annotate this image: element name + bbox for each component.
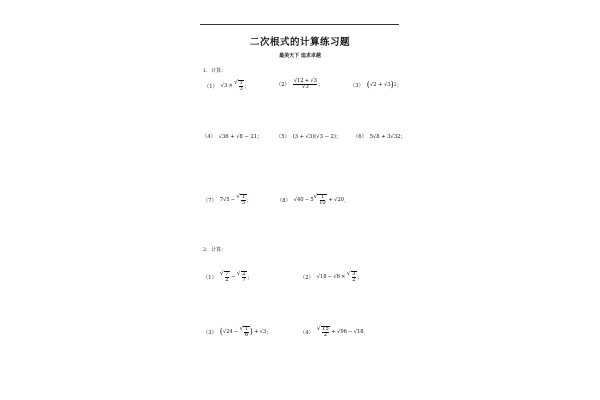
expression: (3 + √3)(√3 − 2) xyxy=(292,133,336,140)
problem-1-6 xyxy=(353,133,406,140)
problem-1-1 xyxy=(204,80,250,93)
section-1-label: 1．计算： xyxy=(203,68,227,74)
radical-fraction: √ $\frac{1}{5}$ xyxy=(236,193,246,207)
term: √40 xyxy=(293,197,304,204)
operator: − xyxy=(230,197,236,204)
problem-number: （1） xyxy=(203,274,217,281)
punctuation: ． xyxy=(363,329,369,336)
page-title: 二次根式的计算练习题 xyxy=(249,37,350,48)
operator: − xyxy=(348,329,353,336)
problem-1-3: （3） ( √2 + √3 ) 2 ； xyxy=(350,80,402,89)
operator: − xyxy=(327,274,333,281)
exponent: 2 xyxy=(393,82,397,88)
problem-number: （4） xyxy=(202,134,216,140)
radical-fraction: √ $\frac{1}{10}$ xyxy=(313,193,326,207)
section-2-label: 2．计算： xyxy=(203,247,227,253)
page-subtitle: 最美天下 追求卓越 xyxy=(279,53,321,59)
problem-number: （2） xyxy=(276,82,290,89)
radical-fraction: √ $\frac{1}{6}$ xyxy=(239,325,249,339)
punctuation: ； xyxy=(357,274,363,281)
problem-number: （1） xyxy=(204,83,218,90)
term: √3 xyxy=(259,329,267,336)
radical-fraction: √ $\frac{3}{2}$ xyxy=(346,270,356,284)
fraction: $\frac{√12+√3}{√3}$ xyxy=(293,78,317,91)
problem-2-2 xyxy=(300,271,362,284)
expression: √2 + √3 xyxy=(369,82,391,88)
operator: × xyxy=(341,274,346,281)
punctuation: ； xyxy=(396,82,402,89)
punctuation: ； xyxy=(317,82,324,89)
operator: − xyxy=(304,197,310,204)
problem-number: （3） xyxy=(350,82,364,89)
radical-fraction: √ $\frac{1}{3}$ xyxy=(234,79,243,93)
expression: 5√8 + 3√32 xyxy=(369,133,401,140)
operator: × xyxy=(228,83,233,90)
header-rule xyxy=(200,24,399,25)
radical-fraction: √ $\frac{15}{2}$ xyxy=(316,325,329,339)
problem-number: （3） xyxy=(203,329,217,336)
punctuation: ； xyxy=(266,329,272,336)
problem-2-3: （3） ( √24 − √ $\frac{1}{6}$ ) + √3 ； xyxy=(203,325,272,339)
problem-number: （4） xyxy=(300,329,314,336)
operator: + xyxy=(331,329,336,336)
coefficient: 5 xyxy=(310,197,314,204)
operator: + xyxy=(254,329,259,336)
problem-1-5 xyxy=(276,133,341,140)
radical-fraction: √ $\frac{7}{2}$ xyxy=(219,270,229,284)
term: √24 xyxy=(222,329,233,336)
term: √18 xyxy=(353,329,364,336)
problem-number: （8） xyxy=(277,197,291,204)
term: √96 xyxy=(337,329,347,336)
punctuation: ； xyxy=(246,197,252,204)
problem-number: （5） xyxy=(276,134,290,140)
punctuation: ． xyxy=(343,197,350,204)
problem-number: （7） xyxy=(203,197,217,204)
problem-1-2 xyxy=(276,79,323,91)
problem-number: （2） xyxy=(300,274,314,281)
punctuation: ； xyxy=(244,83,250,90)
problem-number: （6） xyxy=(353,134,367,140)
operator: − xyxy=(231,274,236,281)
problem-1-8 xyxy=(277,194,349,207)
term: 7√5 xyxy=(219,197,230,204)
operator: + xyxy=(328,197,333,204)
term: √18 xyxy=(316,274,327,281)
problem-2-1 xyxy=(203,271,252,284)
punctuation: ； xyxy=(400,134,406,140)
term: √3 xyxy=(220,83,228,90)
problem-1-7 xyxy=(203,194,252,207)
problem-2-4 xyxy=(300,326,369,339)
problem-1-4 xyxy=(202,133,262,140)
expression: √36 + √8 − 21 xyxy=(218,133,258,140)
term: √20 xyxy=(334,197,344,204)
operator: − xyxy=(233,329,239,336)
punctuation: ； xyxy=(247,274,253,281)
punctuation: ； xyxy=(257,134,263,140)
radical-fraction: √ $\frac{2}{7}$ xyxy=(236,270,246,284)
punctuation: ； xyxy=(335,134,342,140)
term: √6 xyxy=(333,274,340,281)
